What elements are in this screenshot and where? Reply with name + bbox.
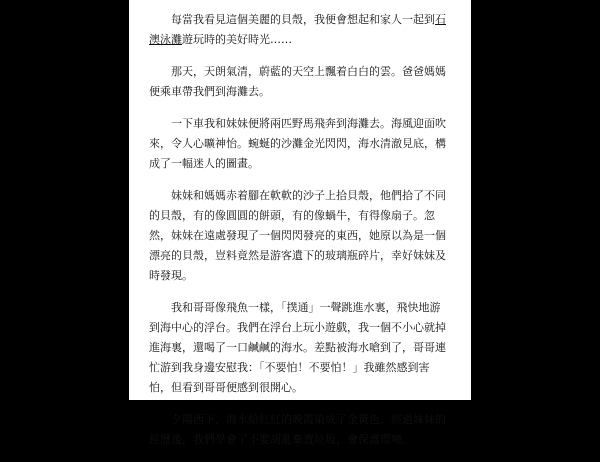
- beach-link[interactable]: 石澳泳灘: [149, 13, 446, 46]
- paragraph-1-text-after: 遊玩時的美好時光……: [182, 33, 292, 46]
- paragraph-6: 夕陽西下，海水給紅紅的晚霞染成了金黃色，經過妹妹的經歷後，我們學會了不要胡亂棄置垃圾，會保護環境。: [149, 413, 446, 446]
- paragraph-3: 一下車我和妹妹便將兩匹野馬飛奔到海灘去。海風迎面吹來，令人心曠神怡。蜿蜒的沙灘金光閃閃，海水清澈見底，構成了一幅迷人的圖畫。: [149, 117, 446, 170]
- paragraph-4: 妹妹和媽媽赤着腳在軟軟的沙子上拾貝殼，他們拾了不同的貝殼，有的像圓圓的餅頭，有的像蝸牛，有得像扇子。忽然，妹妹在遠處發現了一個閃閃發亮的東西，她原以為是一個漂亮的貝殼，豈料竟然是游客遺下的玻璃瓶碎片，幸好妹妹及時發現。: [149, 189, 446, 282]
- paragraph-1-text-before: 每當我看見這個美麗的貝殼，我便會想起和家人一起到: [171, 13, 435, 26]
- paragraph-1: [149, 10, 451, 50]
- document-page: [129, 0, 471, 446]
- paragraph-2: 那天，天朗氣清，蔚藍的天空上飄着白白的雲。爸爸媽媽便乘車帶我們到海灘去。: [149, 65, 446, 98]
- article-body: [149, 10, 451, 462]
- paragraph-5: 我和哥哥像飛魚一樣，「撲通」一聲跳進水裏，飛快地游到海中心的浮台。我們在浮台上玩小遊戲，我一個不小心就掉進海裏，還喝了一口鹹鹹的海水。差點被海水嗆到了，哥哥連忙游到我身邊安慰我：「不要怕！不要怕！」我雖然感到害怕，但看到哥哥便感到很開心。: [149, 301, 446, 394]
